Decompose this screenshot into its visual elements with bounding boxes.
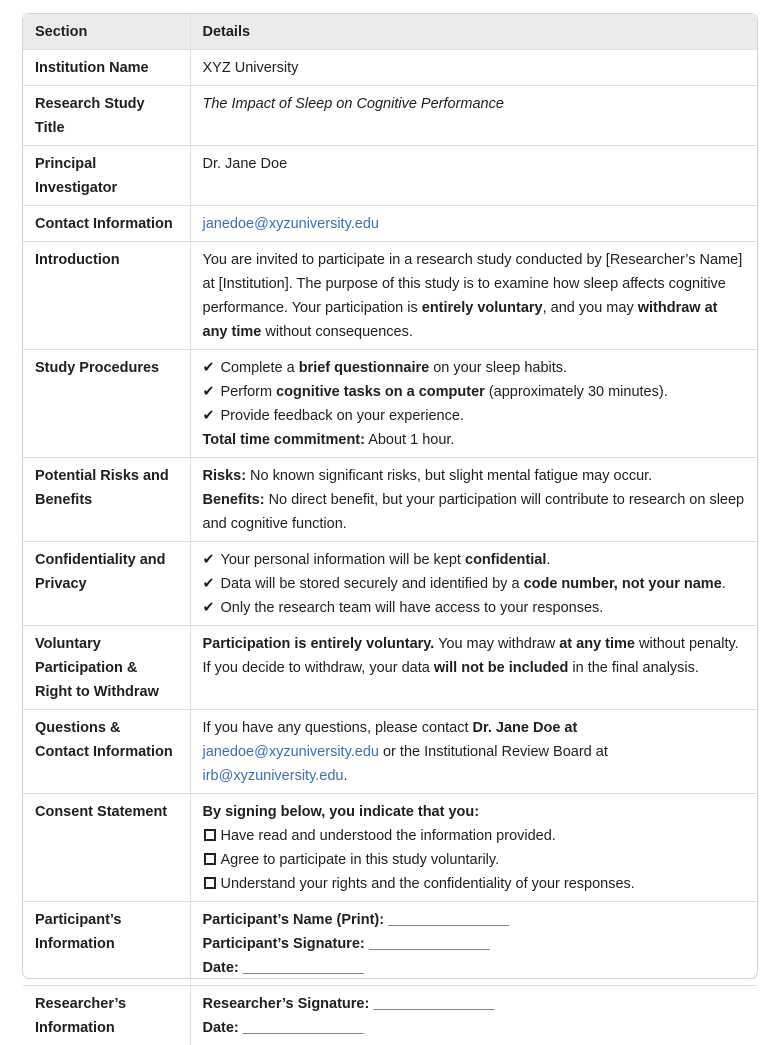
consent-item: Have read and understood the information provided. — [203, 824, 746, 848]
checkmark-icon: ✔ — [203, 572, 221, 596]
list-item: ✔ Provide feedback on your experience. — [203, 404, 746, 428]
row-label-title: Research Study Title — [23, 86, 190, 146]
participant-fields — [190, 902, 757, 986]
checkmark-icon: ✔ — [203, 596, 221, 620]
checkbox[interactable] — [204, 829, 216, 841]
row-label-contact: Contact Information — [23, 206, 190, 242]
row-label-participant: Participant’s Information — [23, 902, 190, 986]
checkmark-icon: ✔ — [203, 356, 221, 380]
header-section: Section — [23, 14, 190, 50]
row-label-voluntary: Voluntary Participation & Right to Withdraw — [23, 626, 190, 710]
researcher-signature-field[interactable]: Researcher’s Signature: _______________ — [203, 992, 746, 1016]
researcher-date-field[interactable]: Date: _______________ — [203, 1016, 746, 1040]
table-row — [23, 986, 757, 1045]
questions-text: If you have any questions, please contact Dr. Jane Doe at janedoe@xyzuniversity.edu or the Institutional Review Board at irb@xyzuniversity.edu. — [190, 710, 757, 794]
header-details: Details — [190, 14, 757, 50]
row-label-consent: Consent Statement — [23, 794, 190, 902]
total-time: Total time commitment: About 1 hour. — [203, 428, 746, 452]
researcher-fields — [190, 986, 757, 1045]
participant-signature-field[interactable]: Participant’s Signature: _______________ — [203, 932, 746, 956]
list-item: ✔ Data will be stored securely and identified by a code number, not your name. — [203, 572, 746, 596]
procedures-list — [190, 350, 757, 458]
institution-value: XYZ University — [190, 50, 757, 86]
list-item: ✔ Your personal information will be kept confidential. — [203, 548, 746, 572]
consent-form-table — [23, 14, 757, 1045]
checkmark-icon: ✔ — [203, 404, 221, 428]
row-label-questions: Questions & Contact Information — [23, 710, 190, 794]
table-row — [23, 458, 757, 542]
risks-benefits-text: Risks: No known significant risks, but slight mental fatigue may occur. Benefits: No direct benefit, but your participation will contribute to research on sleep and cognitive function. — [190, 458, 757, 542]
consent-item: Understand your rights and the confidentiality of your responses. — [203, 872, 746, 896]
row-label-privacy: Confidentiality and Privacy — [23, 542, 190, 626]
table-row — [23, 626, 757, 710]
introduction-text: You are invited to participate in a research study conducted by [Researcher’s Name] at [Institution]. The purpose of this study is to examine how sleep affects cognitive performance. Your participation is entirely voluntary, and you may withdraw at any time without consequences. — [190, 242, 757, 350]
checkmark-icon: ✔ — [203, 380, 221, 404]
study-title-value: The Impact of Sleep on Cognitive Performance — [190, 86, 757, 146]
list-item: ✔ Complete a brief questionnaire on your sleep habits. — [203, 356, 746, 380]
table-header-row — [23, 14, 757, 50]
voluntary-text: Participation is entirely voluntary. You may withdraw at any time without penalty. If you decide to withdraw, your data will not be included in the final analysis. — [190, 626, 757, 710]
participant-name-field[interactable]: Participant’s Name (Print): _______________ — [203, 908, 746, 932]
list-item: ✔ Perform cognitive tasks on a computer (approximately 30 minutes). — [203, 380, 746, 404]
table-row — [23, 206, 757, 242]
table-row — [23, 902, 757, 986]
table-row — [23, 86, 757, 146]
row-label-researcher: Researcher’s Information — [23, 986, 190, 1045]
checkbox[interactable] — [204, 877, 216, 889]
table-row — [23, 146, 757, 206]
table-row — [23, 710, 757, 794]
table-row — [23, 242, 757, 350]
checkbox[interactable] — [204, 853, 216, 865]
list-item: ✔ Only the research team will have access to your responses. — [203, 596, 746, 620]
pi-value: Dr. Jane Doe — [190, 146, 757, 206]
checkmark-icon: ✔ — [203, 548, 221, 572]
pi-email-link[interactable]: janedoe@xyzuniversity.edu — [203, 744, 379, 760]
consent-item: Agree to participate in this study voluntarily. — [203, 848, 746, 872]
row-label-procedures: Study Procedures — [23, 350, 190, 458]
consent-form-table-container — [22, 13, 758, 979]
row-label-institution: Institution Name — [23, 50, 190, 86]
consent-heading: By signing below, you indicate that you: — [203, 804, 480, 820]
table-row — [23, 794, 757, 902]
privacy-list — [190, 542, 757, 626]
consent-checklist — [190, 794, 757, 902]
contact-email-link[interactable]: janedoe@xyzuniversity.edu — [203, 216, 379, 232]
table-row — [23, 350, 757, 458]
irb-email-link[interactable]: irb@xyzuniversity.edu — [203, 768, 344, 784]
participant-date-field[interactable]: Date: _______________ — [203, 956, 746, 980]
table-row — [23, 50, 757, 86]
table-row — [23, 542, 757, 626]
row-label-introduction: Introduction — [23, 242, 190, 350]
row-label-pi: Principal Investigator — [23, 146, 190, 206]
row-label-risks: Potential Risks and Benefits — [23, 458, 190, 542]
